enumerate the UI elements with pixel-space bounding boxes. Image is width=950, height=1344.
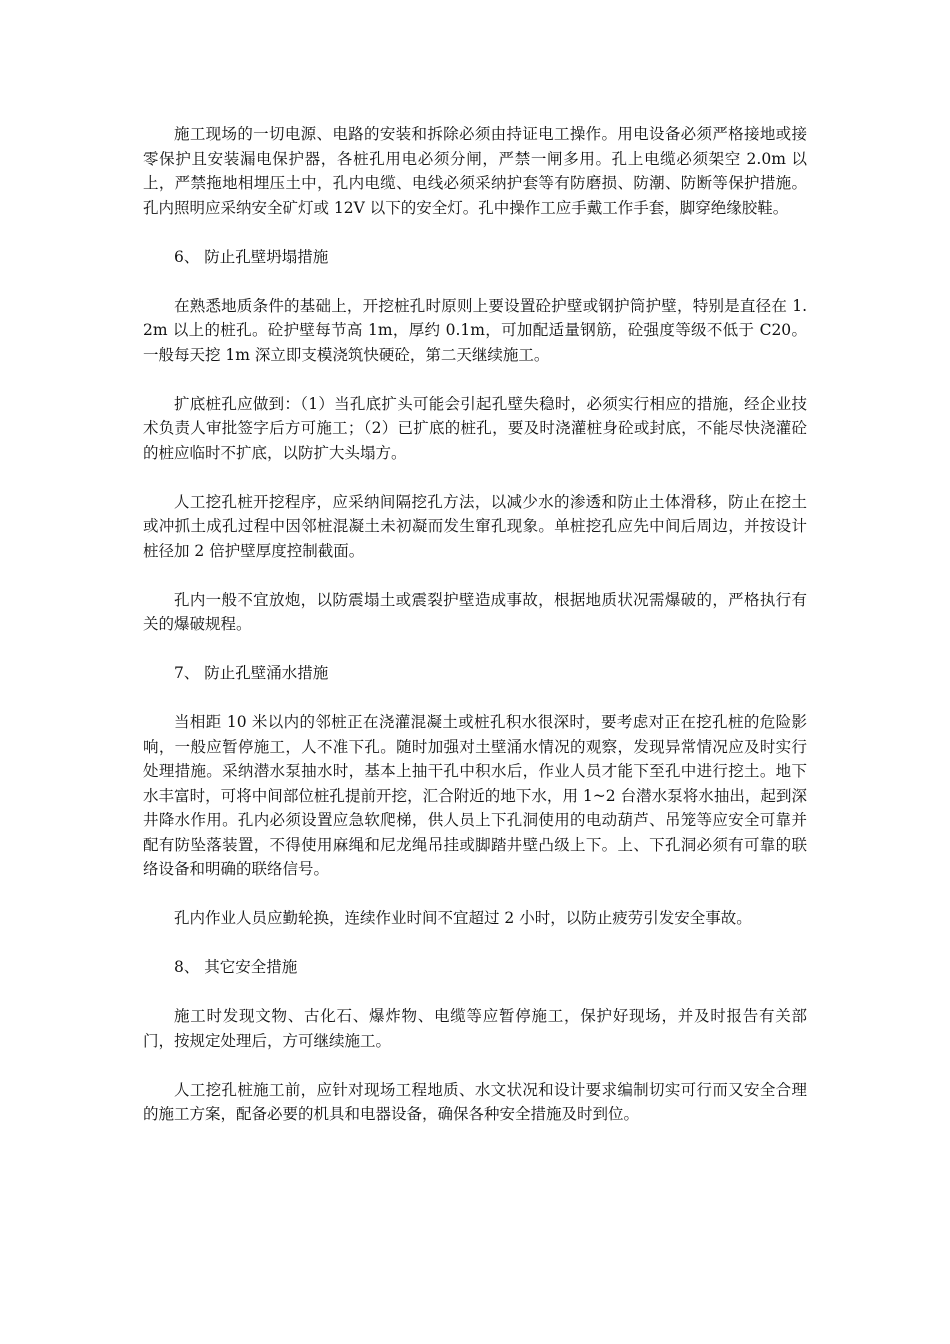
document-body	[143, 122, 807, 1151]
paragraph-bell-bottom: 扩底桩孔应做到：（1）当孔底扩头可能会引起孔壁失稳时，必须实行相应的措施，经企业技术负责人审批签字后方可施工；（2）已扩底的桩孔，要及时浇灌桩身砼或封底，不能尽快浇灌砼的桩应临时不扩底，以防扩大头塌方。	[143, 394, 807, 462]
paragraph-power-safety: 施工现场的一切电源、电路的安装和拆除必须由持证电工操作。用电设备必须严格接地或接零保护且安装漏电保护器，各桩孔用电必须分闸，严禁一闸多用。孔上电缆必须架空 2.0m 以上，严禁拖地相埋压土中，孔内电缆、电线必须采纳护套等有防磨损、防潮、防断等保护措施。孔内照明应采纳安全矿灯或 12V 以下的安全灯。孔中操作工应手戴工作手套，脚穿绝缘胶鞋。	[143, 125, 807, 217]
paragraph-blasting: 孔内一般不宜放炮，以防震塌土或震裂护壁造成事故，根据地质状况需爆破的，严格执行有关的爆破规程。	[143, 590, 807, 633]
paragraph-construction-plan: 人工挖孔桩施工前，应针对现场工程地质、水文状况和设计要求编制切实可行而又安全合理的施工方案，配备必要的机具和电器设备，确保各种安全措施及时到位。	[143, 1080, 807, 1123]
section-heading-6: 6、 防止孔壁坍塌措施	[174, 247, 329, 266]
paragraph-artifacts: 施工时发现文物、古化石、爆炸物、电缆等应暂停施工，保护好现场，并及时报告有关部门，按规定处理后，方可继续施工。	[143, 1007, 807, 1050]
section-heading-7: 7、 防止孔壁涌水措施	[174, 664, 329, 682]
paragraph-water-inflow: 当相距 10 米以内的邻桩正在浇灌混凝土或桩孔积水很深时，要考虑对正在挖孔桩的危险影响，一般应暂停施工，人不准下孔。随时加强对土壁涌水情况的观察，发现异常情况应及时实行处理措施。采纳潜水泵抽水时，基本上抽干孔中积水后，作业人员才能下至孔中进行挖土。地下水丰富时，可将中间部位桩孔提前开挖，汇合附近的地下水，用 1~2 台潜水泵将水抽出，起到深井降水作用。孔内必须设置应急软爬梯，供人员上下孔洞使用的电动葫芦、吊笼等应安全可靠并配有防坠落装置，不得使用麻绳和尼龙绳吊挂或脚踏井壁凸级上下。上、下孔洞必须有可靠的联络设备和明确的联络信号。	[143, 713, 807, 878]
section-heading-8: 8、 其它安全措施	[174, 958, 298, 976]
paragraph-wall-support: 在熟悉地质条件的基础上，开挖桩孔时原则上要设置砼护壁或钢护筒护壁，特别是直径在 1.2m 以上的桩孔。砼护壁每节高 1m，厚约 0.1m，可加配适量钢筋，砼强度等级不低于 C20。一般每天挖 1m 深立即支模浇筑快硬砼，第二天继续施工。	[143, 296, 807, 364]
paragraph-excavation-sequence: 人工挖孔桩开挖程序，应采纳间隔挖孔方法，以减少水的渗透和防止土体滑移，防止在挖土或冲抓土成孔过程中因邻桩混凝土未初凝而发生窜孔现象。单桩挖孔应先中间后周边，并按设计桩径加 2 倍护壁厚度控制截面。	[143, 492, 807, 560]
paragraph-worker-rotation: 孔内作业人员应勤轮换，连续作业时间不宜超过 2 小时，以防止疲劳引发安全事故。	[174, 909, 752, 927]
